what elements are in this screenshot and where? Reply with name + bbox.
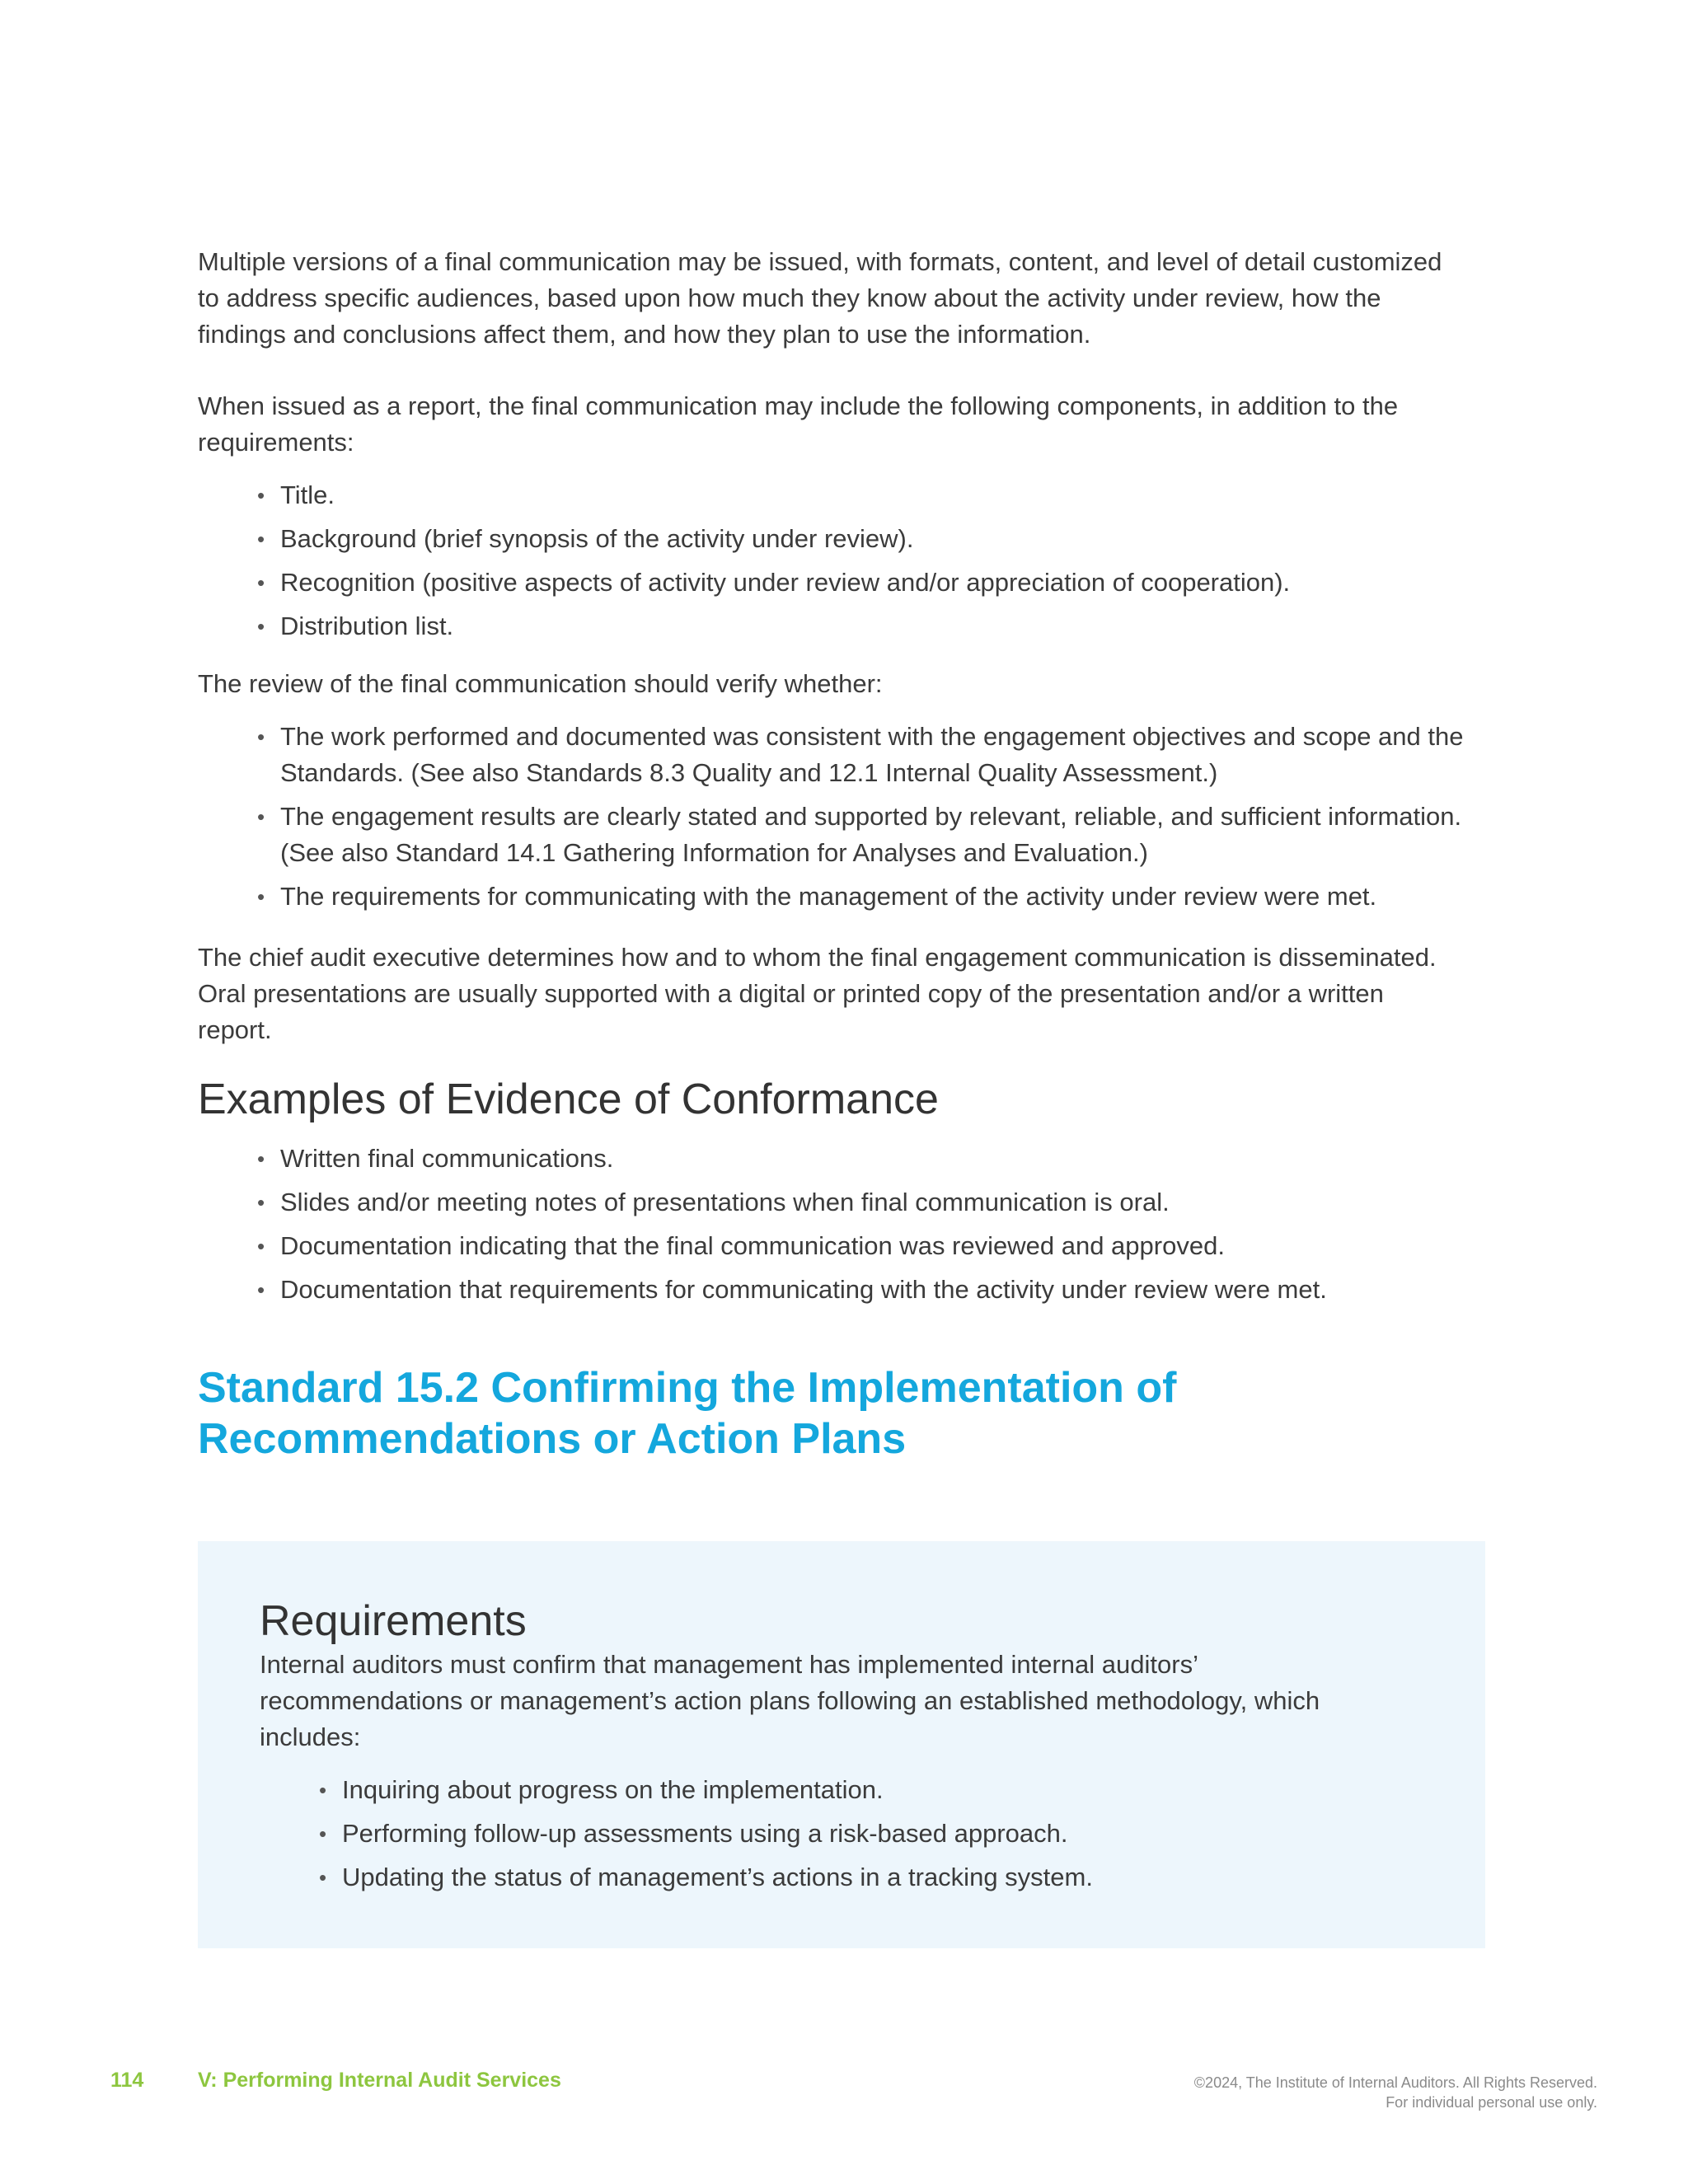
list-item: • Background (brief synopsis of the activity under review). (280, 521, 1484, 557)
bullet-icon: • (319, 1778, 327, 1802)
intro-paragraph: Multiple versions of a final communication may be issued, with formats, content, and level of detail customized to address specific audiences, based upon how much they know about the activity under review, how the findings and conclusions affect them, and how they plan to use the information. (198, 247, 1442, 349)
list-item: • The work performed and documented was consistent with the engagement objectives and scope and the Standards. (See also Standards 8.3 Quality and 12.1 Internal Quality Assessment.) (280, 719, 1484, 791)
bullet-icon: • (257, 614, 265, 639)
bullet-icon: • (257, 1190, 265, 1215)
list-item: • Updating the status of management’s actions in a tracking system. (342, 1859, 1397, 1896)
standard-heading-line1: Standard 15.2 Confirming the Implementation of (198, 1364, 1177, 1412)
usage-text: For individual personal use only. (1386, 2094, 1597, 2111)
standard-heading (198, 1362, 1484, 1465)
bullet-icon: • (319, 1821, 327, 1846)
list-item: • Performing follow-up assessments using a risk-based approach. (342, 1816, 1397, 1852)
bullet-icon: • (257, 570, 265, 595)
requirements-box (198, 1541, 1485, 1948)
list-item: • The engagement results are clearly stated and supported by relevant, reliable, and sufficient information. (See also Standard 14.1 Gathering Information for Analyses and Evaluation.) (280, 799, 1484, 871)
list-item: • Documentation indicating that the final communication was reviewed and approved. (280, 1228, 1484, 1264)
copyright-text: ©2024, The Institute of Internal Auditors. All Rights Reserved. (1193, 2074, 1597, 2091)
bullet-icon: • (319, 1865, 327, 1890)
main-content (198, 244, 1484, 1465)
evidence-heading: Examples of Evidence of Conformance (198, 1076, 939, 1123)
requirements-paragraph: Internal auditors must confirm that management has implemented internal auditors’ recommendations or management’s action plans following an established methodology, which includes: (260, 1650, 1320, 1751)
requirements-content (260, 1596, 1397, 1896)
list-item: • Documentation that requirements for communicating with the activity under review were met. (280, 1272, 1484, 1308)
bullet-icon: • (257, 724, 265, 749)
list-item: • The requirements for communicating with the management of the activity under review were met. (280, 879, 1484, 915)
list-item: • Title. (280, 477, 1484, 513)
requirements-heading: Requirements (260, 1597, 527, 1645)
requirements-list (260, 1772, 1397, 1896)
bullet-icon: • (257, 483, 265, 508)
bullet-icon: • (257, 1146, 265, 1171)
review-items-list (198, 719, 1484, 915)
review-paragraph: The review of the final communication should verify whether: (198, 669, 883, 698)
bullet-icon: • (257, 1234, 265, 1258)
report-components-list (198, 477, 1484, 644)
cae-paragraph: The chief audit executive determines how and to whom the final engagement communication is disseminated. Oral presentations are usually supported with a digital or printed copy of the presentation and/or a written report. (198, 943, 1437, 1044)
bullet-icon: • (257, 1277, 265, 1302)
page-number: 114 (110, 2069, 144, 2092)
bullet-icon: • (257, 527, 265, 551)
footer-copyright (1194, 2073, 1597, 2112)
list-item: • Recognition (positive aspects of activity under review and/or appreciation of cooperation). (280, 565, 1484, 601)
report-paragraph: When issued as a report, the final communication may include the following components, in addition to the requirements: (198, 391, 1399, 457)
list-item: • Inquiring about progress on the implementation. (342, 1772, 1397, 1808)
list-item: • Written final communications. (280, 1141, 1484, 1177)
evidence-list (198, 1141, 1484, 1308)
standard-heading-line2: Recommendations or Action Plans (198, 1415, 907, 1463)
bullet-icon: • (257, 884, 265, 909)
list-item: • Distribution list. (280, 608, 1484, 644)
footer-section-title: V: Performing Internal Audit Services (198, 2069, 561, 2092)
bullet-icon: • (257, 804, 265, 829)
list-item: • Slides and/or meeting notes of presentations when final communication is oral. (280, 1184, 1484, 1221)
